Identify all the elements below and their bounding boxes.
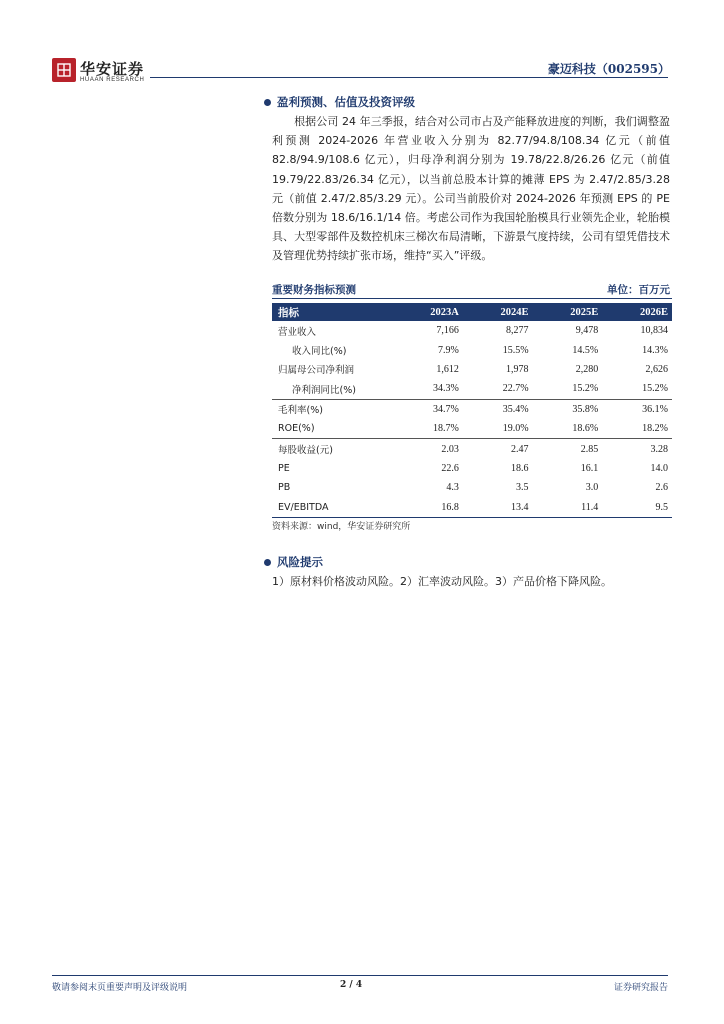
cell-value: 4.3: [446, 482, 459, 494]
row-label: 归属母公司净利润: [278, 365, 355, 377]
cell-value: 2,626: [645, 363, 668, 375]
section-heading-text: 盈利预测、估值及投资评级: [277, 95, 415, 109]
cell-value: 7,166: [436, 325, 459, 337]
footer-report-type: 证券研究报告: [613, 983, 668, 993]
logo-seal-icon: [56, 62, 72, 78]
table-row: [272, 478, 672, 497]
cell-value: 35.8%: [533, 399, 603, 419]
row-label: EV/EBITDA: [272, 498, 392, 518]
table-row: [272, 439, 672, 459]
cell-value: 35.4%: [463, 399, 533, 419]
cell-value: 18.2%: [642, 423, 668, 435]
cell-value: 3.28: [602, 439, 672, 459]
table-row: [272, 419, 672, 439]
cell-value: 9.5: [602, 498, 672, 518]
cell-value: 34.7%: [392, 399, 463, 419]
cell-value: 15.2%: [642, 383, 668, 395]
cell-value: 7.9%: [437, 344, 459, 356]
cell-value: 3.0: [585, 482, 599, 494]
logo-name: 华安证券: [80, 60, 145, 78]
row-label: PB: [278, 482, 291, 494]
cell-value: 2.6: [655, 482, 668, 494]
table-header-cell: 2024E: [463, 303, 533, 321]
table-row: [272, 321, 672, 340]
logo-subtitle: HUAAN RESEARCH: [80, 77, 145, 83]
cell-value: 18.7%: [432, 423, 459, 435]
forecast-paragraph: [272, 112, 670, 266]
cell-value: 16.1: [580, 462, 599, 474]
table-row: [272, 360, 672, 379]
section-heading-text: 风险提示: [277, 555, 323, 569]
cell-value: 9,478: [575, 325, 599, 337]
row-label: 每股收益(元): [272, 439, 392, 459]
row-label: 收入同比(%): [292, 346, 347, 358]
row-label: 净利润同比(%): [292, 384, 356, 396]
cell-value: 11.4: [533, 498, 603, 518]
cell-value: 18.6: [511, 462, 529, 474]
table-source-note: 资料来源：wind，华安证券研究所: [272, 522, 411, 532]
cell-value: 10,834: [640, 325, 668, 337]
section-heading-forecast: [264, 94, 415, 110]
table-header-row: [272, 303, 672, 321]
cell-value: 3.5: [516, 482, 529, 494]
table-unit: 单位：百万元: [607, 284, 670, 296]
cell-value: 2.85: [533, 439, 603, 459]
cell-value: 14.3%: [642, 344, 668, 356]
row-label: PE: [278, 462, 290, 474]
table-header-cell: 指标: [272, 303, 392, 321]
page-number: 2 / 4: [340, 980, 363, 990]
cell-value: 18.6%: [572, 423, 599, 435]
table-title: 重要财务指标预测: [272, 284, 356, 296]
footer-disclaimer: 敬请参阅末页重要声明及评级说明: [52, 983, 188, 993]
table-row: [272, 459, 672, 478]
financial-forecast-table: [272, 303, 672, 518]
cell-value: 15.5%: [502, 344, 529, 356]
cell-value: 15.2%: [572, 383, 599, 395]
row-label: 毛利率(%): [272, 399, 392, 419]
table-row: [272, 340, 672, 359]
risk-text: 1）原材料价格波动风险。2）汇率波动风险。3）产品价格下降风险。: [272, 575, 612, 588]
footer-divider: [52, 975, 668, 976]
section-heading-risk: [264, 554, 323, 570]
bullet-icon: [264, 99, 271, 106]
row-label: 营业收入: [278, 326, 317, 338]
table-top-rule: [272, 298, 672, 299]
bullet-icon: [264, 559, 271, 566]
cell-value: 2.03: [392, 439, 463, 459]
cell-value: 1,612: [436, 363, 459, 375]
cell-value: 2,280: [575, 363, 599, 375]
cell-value: 22.7%: [502, 383, 529, 395]
cell-value: 14.5%: [572, 344, 599, 356]
cell-value: 34.3%: [432, 383, 459, 395]
header-divider: [150, 77, 668, 78]
table-header-cell: 2026E: [602, 303, 672, 321]
cell-value: 13.4: [463, 498, 533, 518]
table-row: [272, 399, 672, 419]
table-row: [272, 379, 672, 399]
cell-value: 19.0%: [502, 423, 529, 435]
table-header-cell: 2023A: [392, 303, 463, 321]
cell-value: 2.47: [463, 439, 533, 459]
cell-value: 8,277: [506, 325, 529, 337]
cell-value: 14.0: [650, 462, 668, 474]
cell-value: 16.8: [392, 498, 463, 518]
forecast-paragraph-text: 根据公司 24 年三季报，结合对公司市占及产能释放进度的判断，我们调整盈利预测 2024-2026 年营业收入分别为 82.77/94.8/108.34 亿元（前值 82.8/94.9/108.6 亿元），归母净利润分别为 19.78/22.8/26.26 亿元（前值 19.79/22.83/26.34 亿元），以当前总股本计算的摊薄 EPS 为 2.47/2.85/3.28 元（前值 2.47/2.85/3.29 元）。公司当前股价对 2024-2026 年预测 EPS 的 PE 倍数分别为 18.6/16.1/14 倍。考虑公司作为我国轮胎模具行业领先企业，轮胎模具、大型零部件及数控机床三梯次布局清晰，下游景气度持续，公司有望凭借技术及管理优势持续扩张市场，维持“买入”评级。: [272, 115, 670, 263]
logo-mark: [52, 58, 76, 82]
table-row: [272, 498, 672, 518]
report-title: 豪迈科技（002595）: [547, 62, 670, 76]
row-label: ROE(%): [278, 423, 315, 435]
cell-value: 1,978: [506, 363, 529, 375]
cell-value: 22.6: [441, 462, 459, 474]
cell-value: 36.1%: [602, 399, 672, 419]
table-header-cell: 2025E: [533, 303, 603, 321]
